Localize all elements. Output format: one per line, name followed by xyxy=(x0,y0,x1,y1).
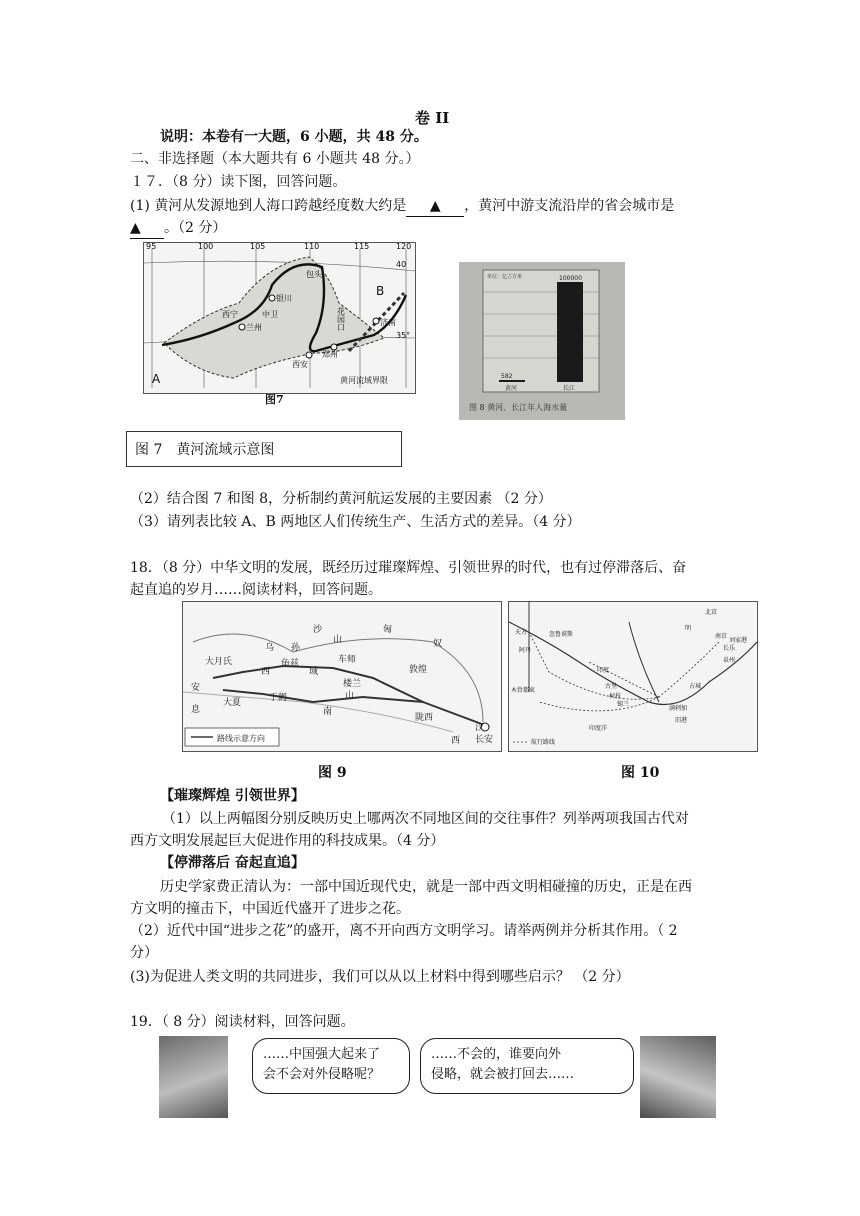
q17-part1-cont xyxy=(130,218,226,239)
figure-10-map xyxy=(508,601,758,752)
city-label: 西宁 xyxy=(222,310,238,319)
map9-label: 乌 xyxy=(265,643,275,653)
lon-label: 115 xyxy=(354,243,370,251)
map10-label: 阿丹 xyxy=(519,647,532,654)
map10-label: 印度 xyxy=(597,667,610,674)
instructions: 说明：本卷有一大题，6 小题，共 48 分。 xyxy=(160,129,428,145)
city-label: 西安 xyxy=(292,360,308,369)
map9-label: 长安 xyxy=(475,735,494,745)
map10-label: 柯枝 xyxy=(609,693,622,700)
portrait-left xyxy=(159,1036,228,1118)
lat-label: 35° xyxy=(396,331,411,340)
q17-part1-text-b: ，黄河中游支流沿岸的省会城市是 xyxy=(464,198,675,214)
figure-7-caption: 图 7 黄河流域示意图 xyxy=(126,431,402,467)
lat-label: 40 xyxy=(396,260,407,269)
bar-caption: 图 8 黄河、长江年人海水量 xyxy=(469,403,568,412)
map9-label: 大夏 xyxy=(223,698,242,708)
q18-part1: （1）以上两幅图分别反映历史上哪两次不同地区间的交往事件？列举两项我国古代对 xyxy=(162,811,689,827)
map9-label: 西 xyxy=(261,667,271,677)
q18-part2-cont: 分） xyxy=(130,945,158,961)
map10-label: 天方 xyxy=(515,629,528,636)
bubble-left-line-1: ……中国强大起来了 xyxy=(263,1047,381,1062)
q18-intro: 18．（8 分）中华文明的发展，既经历过璀璨辉煌、引领世界的时代，也有过停滞落后、奋 xyxy=(130,560,687,576)
q17-part1 xyxy=(130,196,674,217)
q18-section1-title: 【璀璨辉煌 引领世界】 xyxy=(160,788,305,804)
map9-label: 沙 xyxy=(313,625,323,635)
map9-label: 安 xyxy=(191,683,201,693)
map9-label: 敦煌 xyxy=(409,665,428,675)
yellow-river-map-svg xyxy=(144,243,415,393)
map10-label: 古里 xyxy=(605,683,618,690)
q18-section2-title: 【停滞落后 奋起直追】 xyxy=(160,855,305,871)
map10-label: 北京 xyxy=(705,609,718,616)
map10-label: 锡兰 xyxy=(617,701,630,708)
figure-8-bar-chart xyxy=(459,262,625,420)
map10-label: 满剌加 xyxy=(669,705,688,712)
map10-label: 明 xyxy=(685,625,692,632)
q17-intro: １７．（8 分）读下图，回答问题。 xyxy=(130,174,347,190)
map9-label: 汉 xyxy=(475,723,485,733)
bar-1 xyxy=(557,282,583,382)
bubble-right-line-1: ……不会的，谁要向外 xyxy=(431,1047,562,1062)
lon-label: 95 xyxy=(146,243,157,251)
map10-label: 南京 xyxy=(715,633,728,640)
q17-part3: （3）请列表比较 A、B 两地区人们传统生产、生活方式的差异。（4 分） xyxy=(130,514,581,530)
place-label: 花园口 xyxy=(336,307,346,331)
zheng-he-map-svg xyxy=(509,602,757,751)
map9-label: 山 xyxy=(333,635,343,645)
speech-bubble-left xyxy=(252,1038,410,1094)
map9-label: 楼兰 xyxy=(343,679,362,689)
q18-part1-cont: 西方文明发展起巨大促进作用的科技成果。（4 分） xyxy=(130,833,445,849)
speech-bubble-right xyxy=(420,1038,634,1094)
map10-label: 泉州 xyxy=(723,657,736,664)
lon-label: 100 xyxy=(198,243,214,251)
bubble-left-line-2: 会不会对外侵略呢？ xyxy=(263,1067,381,1082)
bar-chart-svg xyxy=(459,262,625,420)
figure-7-label: 图7 xyxy=(265,393,284,406)
map9-label: 奴 xyxy=(433,639,443,649)
city-label: 银川 xyxy=(276,294,292,303)
figure-7-map xyxy=(143,242,416,394)
map9-label: 山 xyxy=(345,691,355,701)
map10-label: 旧港 xyxy=(675,717,688,724)
bubble-right-line-2: 侵略，就会被打回去…… xyxy=(431,1067,575,1082)
region-a: A xyxy=(152,372,161,386)
q18-quote-cont: 方文明的撞击下，中国近代盛开了进步之花。 xyxy=(130,901,410,917)
map9-label: 域 xyxy=(309,667,319,677)
map9-label: 息 xyxy=(191,705,201,715)
bar-category-label: 长江 xyxy=(563,385,576,392)
city-label: 济南 xyxy=(380,318,396,327)
map10-label: 刘家港 xyxy=(729,637,748,644)
map9-label: 龟兹 xyxy=(281,659,300,669)
lon-label: 105 xyxy=(250,243,266,251)
map9-legend: 路线示意方向 xyxy=(217,734,265,743)
q18-quote: 历史学家费正清认为：一部中国近现代史，就是一部中西文明相碰撞的历史，正是在西 xyxy=(160,879,692,895)
map9-label: 车师 xyxy=(338,655,357,665)
bar-0 xyxy=(499,380,525,382)
map9-label: 大月氏 xyxy=(205,657,233,667)
q17-blank-1: ▲ xyxy=(406,196,464,217)
region-b: B xyxy=(376,284,385,298)
city-label: 兰州 xyxy=(246,323,262,332)
q17-blank-2: ▲ xyxy=(130,218,164,239)
map9-label: 孙 xyxy=(291,643,301,653)
silk-road-map-svg xyxy=(183,602,501,751)
map10-label: 占城 xyxy=(689,683,702,690)
map10-label: 忽鲁谟斯 xyxy=(549,631,574,638)
bar-legend: 单位：亿立方米 xyxy=(487,274,523,280)
paper-title: 卷 II xyxy=(415,109,450,127)
bar-value-label: 582 xyxy=(501,373,513,380)
city-label: 包头 xyxy=(306,270,322,279)
map10-label: 印度洋 xyxy=(589,725,608,732)
figure-10-label: 图 10 xyxy=(621,765,660,781)
q17-part1-text-a: (1) 黄河从发源地到人海口跨越经度数大约是 xyxy=(130,198,407,214)
figure-9-map xyxy=(182,601,502,752)
section-heading: 二、非选择题（本大题共有 6 小题共 48 分。） xyxy=(130,151,420,167)
map9-label: 于阗 xyxy=(269,693,288,703)
map10-legend: 航行路线 xyxy=(531,739,556,746)
city-label: 郑州 xyxy=(322,350,338,359)
q18-part2: （2）近代中国“进步之花”的盛开，离不开向西方文明学习。请举两例并分析其作用。（ 2 xyxy=(130,923,678,939)
map9-label: 陇西 xyxy=(415,713,434,723)
q19-intro: 19．（ 8 分）阅读材料，回答问题。 xyxy=(130,1014,355,1030)
bar-value-label: 100000 xyxy=(559,275,582,282)
lon-label: 110 xyxy=(304,243,320,251)
map10-label: 长乐 xyxy=(723,645,736,652)
city-label: 中卫 xyxy=(262,310,278,319)
map9-label: 匈 xyxy=(383,625,393,635)
q17-part1-text-c: 。（2 分） xyxy=(164,220,227,236)
portrait-right xyxy=(640,1036,716,1118)
map9-label: 南 xyxy=(323,707,333,717)
q18-part3: (3)为促进人类文明的共同进步，我们可以从以上材料中得到哪些启示？ （2 分） xyxy=(130,969,630,985)
lon-label: 120 xyxy=(396,243,412,251)
q18-intro-cont: 起直追的岁月……阅读材料，回答问题。 xyxy=(130,582,382,598)
legend-label: 黄河流域界限 xyxy=(340,376,388,385)
map9-label: 西 xyxy=(451,736,461,746)
q17-part2: （2）结合图 7 和图 8，分析制约黄河航运发展的主要因素 （2 分） xyxy=(130,491,552,507)
map10-label: 木骨都束 xyxy=(511,687,536,694)
bar-category-label: 黄河 xyxy=(505,385,518,392)
figure-9-label: 图 9 xyxy=(318,765,347,781)
